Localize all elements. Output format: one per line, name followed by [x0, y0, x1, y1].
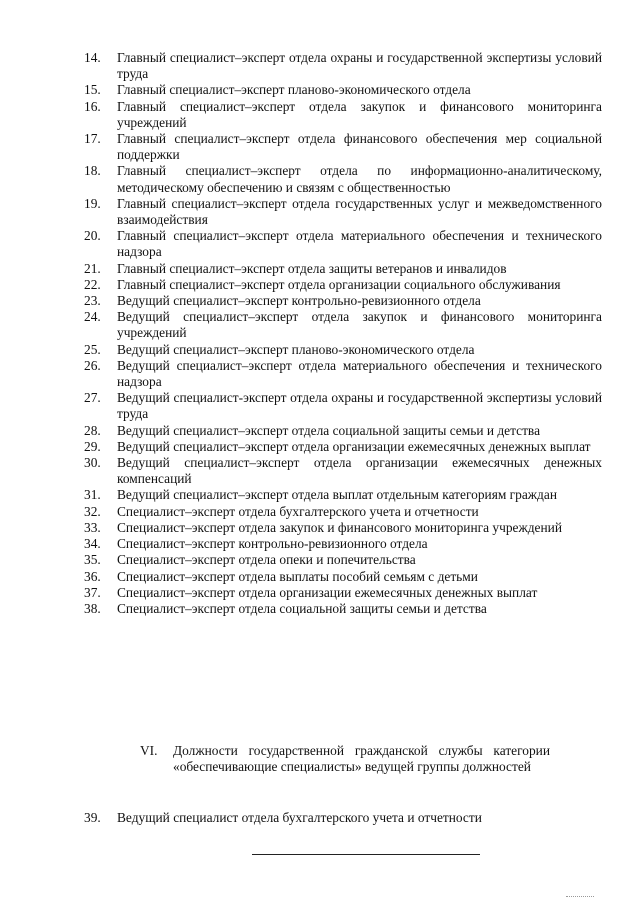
list-item — [84, 131, 602, 163]
item-text: Главный специалист–эксперт отдела закупок и финансового мониторинга учреждений — [117, 98, 602, 130]
position-list — [84, 50, 602, 617]
item-number: 15. — [84, 82, 101, 98]
item-text: Главный специалист–эксперт планово-экономического отдела — [117, 82, 471, 98]
item-number: 14. — [84, 50, 101, 65]
item-number: 38. — [84, 600, 101, 616]
item-text: Ведущий специалист–эксперт отдела социальной защиты семьи и детства — [117, 422, 541, 438]
item-number: 39. — [84, 810, 101, 825]
list-item — [84, 390, 602, 422]
list-item — [84, 342, 602, 358]
list-item — [84, 520, 602, 536]
list-item — [84, 277, 602, 293]
item-text: Специалист–эксперт отдела организации ежемесячных денежных выплат — [117, 584, 538, 600]
item-text: Главный специалист–эксперт отдела по информационно-аналитическому, методическому обеспечению и связям с общественностью — [117, 163, 602, 195]
section-heading — [140, 743, 550, 775]
item-text: Ведущий специалист–эксперт отдела материального обеспечения и технического надзора — [117, 357, 602, 390]
item-number: 18. — [84, 163, 101, 179]
item-text: Ведущий специалист–эксперт отдела организации ежемесячных денежных выплат — [117, 438, 591, 454]
item-text: Специалист–эксперт контрольно-ревизионного отдела — [117, 536, 428, 552]
list-item — [84, 163, 602, 195]
item-number: 16. — [84, 98, 101, 114]
item-text: Специалист–эксперт отдела опеки и попечительства — [117, 552, 416, 568]
item-number: 24. — [84, 309, 101, 325]
list-item — [84, 536, 602, 552]
item-number: 29. — [84, 438, 101, 454]
item-number: 26. — [84, 357, 101, 373]
list-item — [84, 309, 602, 341]
list-item — [84, 99, 602, 131]
item-text: Главный специалист–эксперт отдела материального обеспечения и технического надзора — [117, 228, 602, 260]
list-item — [84, 50, 602, 82]
item-text: Ведущий специалист–эксперт контрольно-ревизионного отдела — [117, 293, 481, 309]
item-number: 17. — [84, 131, 101, 147]
list-item — [84, 810, 602, 826]
item-text: Главный специалист–эксперт отдела организации социального обслуживания — [117, 276, 561, 292]
item-number: 33. — [84, 519, 101, 535]
list-item — [84, 358, 602, 390]
list-item — [84, 261, 602, 277]
item-number: 34. — [84, 536, 101, 552]
list-item — [84, 228, 602, 260]
item-number: 20. — [84, 228, 101, 244]
list-item — [84, 439, 602, 455]
item-number: 25. — [84, 341, 101, 357]
list-item — [84, 423, 602, 439]
item-text: Главный специалист–эксперт отдела государственных услуг и межведомственного взаимодействия — [117, 195, 602, 228]
item-text: Ведущий специалист-эксперт отдела охраны и государственной экспертизы условий труда — [117, 390, 602, 422]
item-text: Ведущий специалист–эксперт планово-экономического отдела — [117, 341, 475, 357]
item-text: Специалист–эксперт отдела бухгалтерского учета и отчетности — [117, 503, 479, 519]
section-number: VI. — [140, 743, 158, 758]
item-number: 35. — [84, 552, 101, 568]
item-text: Специалист–эксперт отдела закупок и финансового мониторинга учреждений — [117, 519, 563, 535]
item-number: 30. — [84, 455, 101, 471]
list-item — [84, 293, 602, 309]
list-item — [84, 585, 602, 601]
item-text: Специалист–эксперт отдела социальной защиты семьи и детства — [117, 600, 487, 616]
item-text: Главный специалист–эксперт отдела охраны и государственной экспертизы условий труда — [117, 50, 602, 82]
list-item — [84, 504, 602, 520]
item-text: Ведущий специалист–эксперт отдела организации ежемесячных денежных компенсаций — [117, 455, 602, 487]
item-text: Специалист–эксперт отдела выплаты пособий семьям с детьми — [117, 568, 478, 584]
item-text: Ведущий специалист отдела бухгалтерского учета и отчетности — [117, 810, 482, 825]
list-item — [84, 552, 602, 568]
item-text: Ведущий специалист–эксперт отдела закупок и финансового мониторинга учреждений — [117, 309, 602, 341]
list-item — [84, 569, 602, 585]
footer-mark — [566, 896, 594, 897]
item-text: Главный специалист–эксперт отдела финансового обеспечения мер социальной поддержки — [117, 131, 602, 163]
item-number: 36. — [84, 568, 101, 584]
item-number: 28. — [84, 422, 101, 438]
item-number: 22. — [84, 276, 101, 292]
item-number: 21. — [84, 260, 101, 276]
list-item — [84, 82, 602, 98]
list-item — [84, 601, 602, 617]
list-item — [84, 487, 602, 503]
list-item — [84, 455, 602, 487]
item-number: 31. — [84, 487, 101, 503]
section-title: Должности государственной гражданской службы категории «обеспечивающие специалисты» ведущей группы должностей — [173, 743, 550, 775]
item-number: 23. — [84, 293, 101, 309]
list-item — [84, 196, 602, 228]
item-number: 32. — [84, 503, 101, 519]
item-text: Главный специалист–эксперт отдела защиты ветеранов и инвалидов — [117, 260, 507, 276]
end-rule — [252, 854, 480, 855]
item-text: Ведущий специалист–эксперт отдела выплат отдельным категориям граждан — [117, 487, 557, 503]
item-number: 27. — [84, 390, 101, 406]
item-number: 37. — [84, 584, 101, 600]
item-number: 19. — [84, 195, 101, 211]
